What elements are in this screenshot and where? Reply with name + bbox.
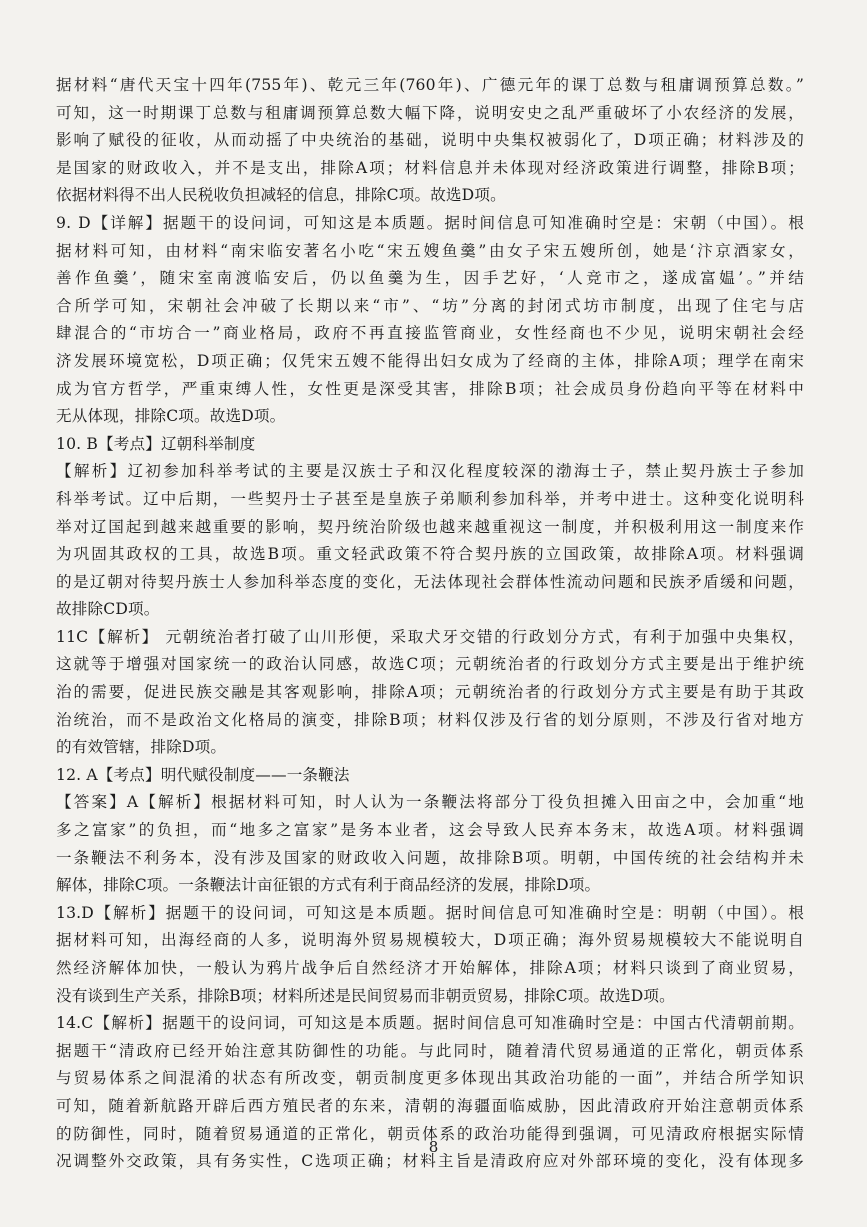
text-line: 据题干“清政府已经开始注意其防御性的功能。与此同时，随着清代贸易通道的正常化，朝贡体系 xyxy=(56,1041,804,1060)
text-line: 可知，这一时期课丁总数与租庸调预算总数大幅下降，说明安史之乱严重破坏了小农经济的发展， xyxy=(56,103,804,122)
text-line: 据材料可知，由材料“南宋临安著名小吃“宋五嫂鱼羹”由女子宋五嫂所创，她是‘汴京酒家女， xyxy=(56,241,804,260)
text-line: 解体，排除C项。一条鞭法计亩征银的方式有利于商品经济的发展，排除D项。 xyxy=(56,876,601,895)
text-line: 的防御性，同时，随着贸易通道的正常化，朝贡体系的政治功能得到强调，可见清政府根据实际情 xyxy=(56,1124,804,1143)
text-line: 一条鞭法不利务本，没有涉及国家的财政收入问题，故排除B项。明朝，中国传统的社会结构并未 xyxy=(56,848,804,867)
text-line: 是国家的财政收入，并不是支出，排除A项；材料信息并未体现对经济政策进行调整，排除B项； xyxy=(56,158,804,177)
text-line: 合所学可知，宋朝社会冲破了长期以来“市”、“坊”分离的封闭式坊市制度，出现了住宅与店 xyxy=(56,296,804,315)
text-line: 故排除CD项。 xyxy=(56,600,160,619)
text-line: 没有谈到生产关系，排除B项；材料所述是民间贸易而非朝贡贸易，排除C项。故选D项。 xyxy=(56,986,675,1005)
answer-text-body xyxy=(56,72,804,1176)
text-line: 为巩固其政权的工具，故选B项。重文轻武政策不符合契丹族的立国政策，故排除A项。材料强调 xyxy=(56,545,804,564)
text-line: 然经济解体加快，一般认为鸦片战争后自然经济才开始解体，排除A项；材料只谈到了商业贸易， xyxy=(56,959,804,977)
text-line: 【答案】A【解析】根据材料可知，时人认为一条鞭法将部分丁役负担摊入田亩之中，会加重“地 xyxy=(56,793,804,812)
text-line: 的有效管辖，排除D项。 xyxy=(56,738,227,757)
text-line: 治统治，而不是政治文化格局的演变，排除B项；材料仅涉及行省的划分原则，不涉及行省对地方 xyxy=(56,710,804,729)
text-line: 10. B【考点】辽朝科举制度 xyxy=(56,434,256,453)
text-line: 影响了赋役的征收，从而动摇了中央统治的基础，说明中央集权被弱化了，D项正确；材料涉及的 xyxy=(56,131,804,150)
text-line: 善作鱼羹’，随宋室南渡临安后，仍以鱼羹为生，因手艺好，‘人竞市之，遂成富媪’。”并结 xyxy=(56,269,804,288)
text-line: 多之富家”的负担，而“地多之富家”是务本业者，这会导致人民弃本务末，故选A项。材料强调 xyxy=(56,821,804,840)
text-line: 据材料可知，出海经商的人多，说明海外贸易规模较大，D项正确；海外贸易规模较大不能说明自 xyxy=(56,931,804,950)
text-line: 11C【解析】 元朝统治者打破了山川形便，采取犬牙交错的行政划分方式，有利于加强中央集权， xyxy=(56,627,804,646)
text-line: 成为官方哲学，严重束缚人性，女性更是深受其害，排除B项；社会成员身份趋向平等在材料中 xyxy=(56,379,804,398)
text-line: 13.D【解析】据题干的设问词，可知这是本质题。据时间信息可知准确时空是：明朝（中国）。根 xyxy=(56,903,804,922)
text-line: 据材料“唐代天宝十四年(755年)、乾元三年(760年)、广德元年的课丁总数与租庸调预算总数。” xyxy=(56,76,804,94)
text-line: 的是辽朝对待契丹族士人参加科举态度的变化，无法体现社会群体性流动问题和民族矛盾缓和问题， xyxy=(56,572,804,591)
text-line: 14.C【解析】据题干的设问词，可知这是本质题。据时间信息可知准确时空是：中国古代清朝前期。 xyxy=(56,1014,804,1033)
text-line: 肆混合的“市坊合一”商业格局，政府不再直接监管商业，女性经商也不少见，说明宋朝社会经 xyxy=(56,324,804,343)
text-line: 可知，随着新航路开辟后西方殖民者的东来，清朝的海疆面临威胁，因此清政府开始注意朝贡体系 xyxy=(56,1096,804,1115)
text-line: 12. A【考点】明代赋役制度——一条鞭法 xyxy=(56,765,350,784)
text-line: 【解析】辽初参加科举考试的主要是汉族士子和汉化程度较深的渤海士子，禁止契丹族士子参加 xyxy=(56,462,804,481)
text-line: 济发展环境宽松，D项正确；仅凭宋五嫂不能得出妇女成为了经商的主体，排除A项；理学在南宋 xyxy=(56,351,804,370)
text-line: 治的需要，促进民族交融是其客观影响，排除A项；元朝统治者的行政划分方式主要是有助于其政 xyxy=(56,683,804,702)
text-line: 况调整外交政策，具有务实性，C选项正确；材料主旨是清政府应对外部环境的变化，没有体现多 xyxy=(56,1152,804,1171)
text-line: 这就等于增强对国家统一的政治认同感，故选C项；元朝统治者的行政划分方式主要是出于维护统 xyxy=(56,655,804,674)
text-line: 与贸易体系之间混淆的状态有所改变，朝贡制度更多体现出其政治功能的一面”，并结合所学知识 xyxy=(56,1069,804,1088)
text-line: 依据材料得不出人民税收负担减轻的信息，排除C项。故选D项。 xyxy=(56,186,506,205)
page-number: 8 xyxy=(428,1138,439,1156)
text-line: 科举考试。辽中后期，一些契丹士子甚至是皇族子弟顺利参加科举，并考中进士。这种变化说明科 xyxy=(56,489,804,508)
text-line: 9. D【详解】据题干的设问词，可知这是本质题。据时间信息可知准确时空是：宋朝（中国）。根 xyxy=(56,213,804,232)
text-line: 举对辽国起到越来越重要的影响，契丹统治阶级也越来越重视这一制度，并积极利用这一制度来作 xyxy=(56,517,804,536)
text-line: 无从体现，排除C项。故选D项。 xyxy=(56,407,286,426)
